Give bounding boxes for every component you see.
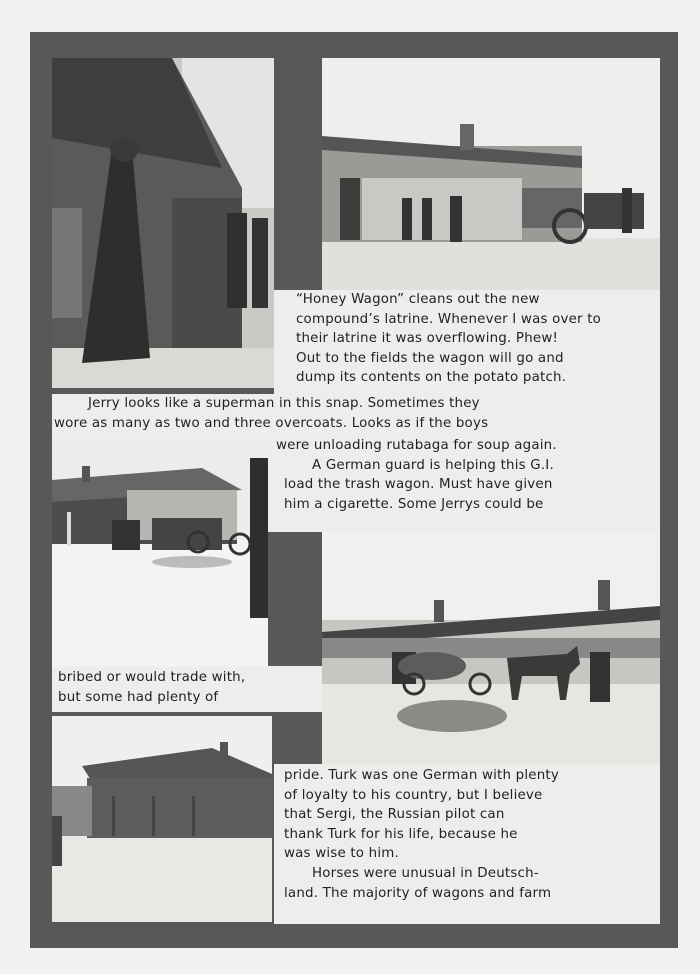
caption-line: load the trash wagon. Must have given [284, 477, 553, 493]
caption-line: Horses were unusual in Deutsch- [312, 865, 539, 881]
caption-line: Out to the fields the wagon will go and [296, 350, 564, 366]
caption-line: bribed or would trade with, [58, 670, 246, 685]
caption-line: land. The majority of wagons and farm [284, 885, 552, 901]
caption-line: but some had plenty of [58, 689, 219, 705]
caption-line: Jerry looks like a superman in this snap. Sometimes they [88, 396, 480, 411]
caption-pride [274, 764, 660, 924]
caption-line: wore as many as two and three overcoats. Looks as if the boys [54, 415, 489, 431]
caption-line: him a cigarette. Some Jerrys could be [284, 496, 544, 512]
caption-jerry [52, 394, 660, 440]
caption-line: A German guard is helping this G.I. [312, 457, 554, 473]
caption-line: was wise to him. [284, 846, 399, 862]
photo-honey-wagon [322, 58, 660, 292]
caption-line: their latrine it was overflowing. Phew! [296, 331, 559, 347]
caption-line: dump its contents on the potato patch. [296, 370, 567, 386]
caption-line: compound’s latrine. Whenever I was over to [296, 311, 602, 327]
caption-line: that Sergi, the Russian pilot can [284, 807, 505, 823]
caption-line: pride. Turk was one German with plenty [284, 768, 559, 783]
caption-line: of loyalty to his country, but I believe [284, 787, 543, 803]
photo-guard-overcoat [52, 58, 274, 388]
photo-trash-wagon [52, 440, 268, 666]
caption-bribed [52, 666, 322, 712]
caption-line: were unloading rutabaga for soup again. [276, 438, 557, 453]
caption-honey-wagon [274, 290, 660, 396]
caption-jerry-cont [268, 436, 660, 532]
caption-line: “Honey Wagon” cleans out the new [296, 292, 540, 307]
photo-barracks [52, 716, 272, 922]
caption-line: thank Turk for his life, because he [284, 826, 518, 842]
photo-horse-wagon [322, 528, 660, 768]
